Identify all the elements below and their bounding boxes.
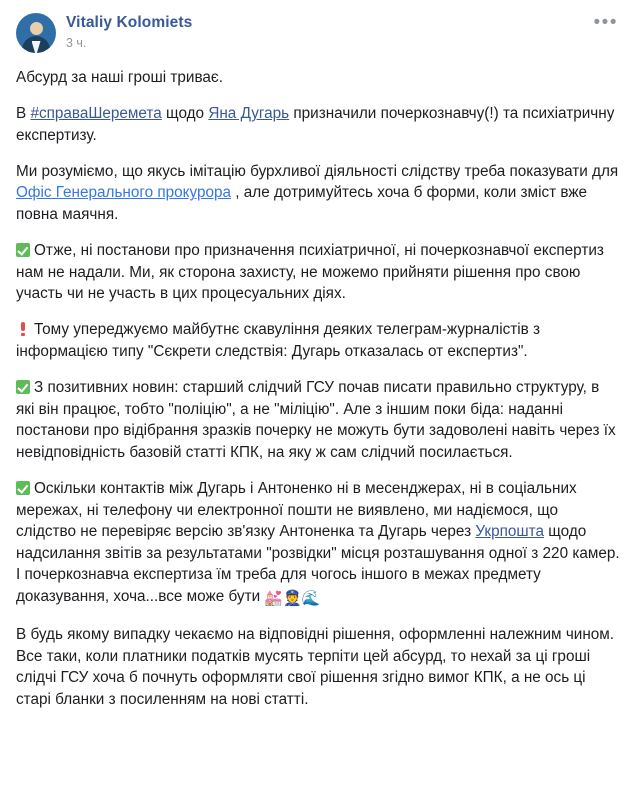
paragraph-text: Тому упереджуємо майбутнє скавуління деяких телеграм-журналістів з інформацією типу "Сєкрети следствія: Дугарь отказалась от експертиз".: [16, 321, 541, 360]
post-paragraph: [16, 161, 620, 226]
post-paragraph: [16, 624, 620, 710]
post-author-name[interactable]: Vitaliy Kolomiets: [66, 14, 193, 31]
post-paragraph: [16, 240, 620, 305]
avatar-head-shape: [30, 22, 43, 35]
paragraph-text: щодо надсилання звітів за результатами "розвідки" місця розташування одної з 220 камер. І почеркознавча експертиза їм треба для чогось іншого в межах предмету доказування, хоча...все може бути: [16, 523, 620, 605]
paragraph-text: , але дотримуйтесь хоча б форми, коли зміст вже повна маячня.: [16, 184, 588, 223]
wedding-emoji: 💒: [264, 588, 284, 607]
paragraph-text: Абсурд за наші гроші триває.: [16, 69, 223, 86]
paragraph-text: В будь якому випадку чекаємо на відповідні рішення, оформленні належним чином. Все таки, коли платники податків мусять терпіти цей абсурд, то нехай за ці гроші слідчі ГСУ хоча б почнуть оформляти свої рішення згідно вимог КПК, а не ось ці старі бланки з посиленням на нові статті.: [16, 625, 615, 708]
person-link-yana-dugar[interactable]: Яна Дугарь: [208, 105, 290, 123]
paragraph-text: щодо: [161, 105, 209, 123]
avatar[interactable]: [16, 13, 56, 53]
exclamation-mark-icon: [16, 322, 30, 336]
paragraph-text: призначили почеркознавчу(!) та психіатричну експертизу.: [16, 105, 615, 144]
paragraph-text: В: [16, 105, 31, 123]
post-header-text: [66, 12, 584, 52]
more-options-icon[interactable]: •••: [593, 12, 618, 33]
company-link-ukrposhta[interactable]: Укрпошта: [475, 523, 544, 541]
post-paragraph: [16, 67, 620, 89]
paragraph-text: Оскільки контактів між Дугарь і Антоненко ні в месенджерах, ні в соціальних мережах, ні телефону чи електронної пошти не виявлено, ми надіємося, що слідство не перевіряє версію зв'язку Антоненка та Дугарь через: [16, 479, 577, 541]
post-timestamp[interactable]: 3 ч.: [66, 36, 87, 50]
post-body: [16, 67, 620, 710]
white-check-mark-icon: [16, 481, 30, 495]
police-officer-emoji: 👮: [283, 588, 302, 607]
post-paragraph: [16, 478, 620, 610]
water-wave-emoji: 🌊: [301, 588, 321, 607]
post-paragraph: [16, 377, 620, 463]
white-check-mark-icon: [16, 380, 30, 394]
post-paragraph: [16, 319, 620, 362]
paragraph-text: З позитивних новин: старший слідчий ГСУ почав писати правильно структуру, в які він працює, тобто "поліцію", а не "міліцію". Але з іншим поки біда: наданні постанови про відібрання зразків почерку не можуть бути задоволені навіть через їх невідповідність базовій статті КПК, на яку ж сам слідчий посилається.: [16, 379, 616, 461]
page-link-prosecutor-office[interactable]: Офіс Генерального прокурора: [16, 184, 232, 202]
paragraph-text: Ми розуміємо, що якусь імітацію бурхливої діяльності слідству треба показувати для: [16, 162, 619, 180]
post-header: [16, 12, 620, 53]
hashtag-link-sheremet[interactable]: #справаШеремета: [30, 105, 162, 123]
white-check-mark-icon: [16, 243, 30, 257]
paragraph-text: Отже, ні постанови про призначення психіатричної, ні почеркознавчої експертиз нам не надали. Ми, як сторона захисту, не можемо прийняти рішення про свою участь чи не участь в цих процесуальних діях.: [16, 242, 604, 303]
post-paragraph: [16, 103, 620, 146]
